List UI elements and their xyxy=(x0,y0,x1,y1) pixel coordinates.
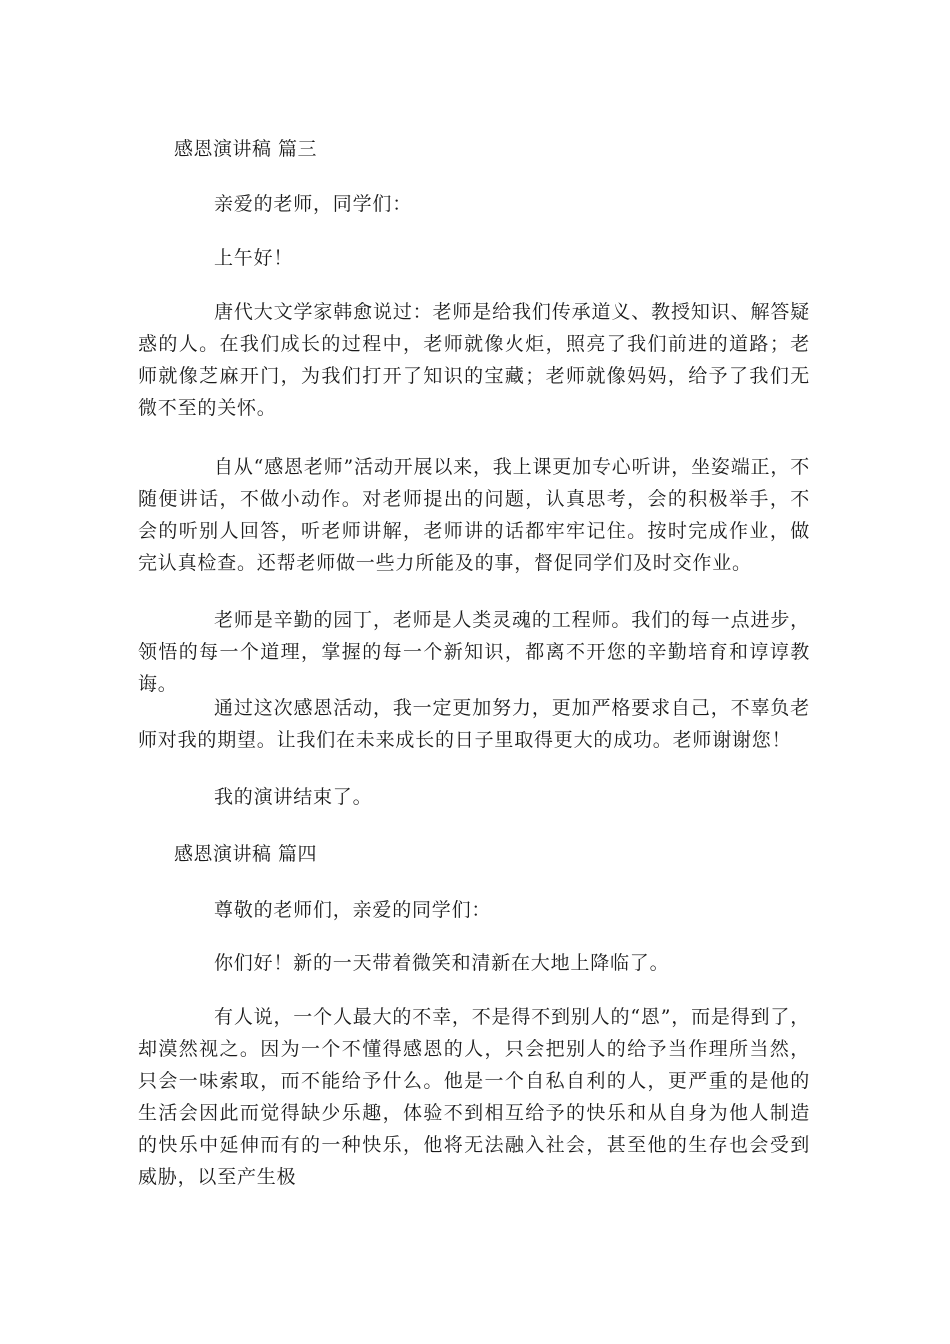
body-paragraph: 老师是辛勤的园丁，老师是人类灵魂的工程师。我们的每一点进步，领悟的每一个道理，掌握的每一个新知识，都离不开您的辛勤培育和谆谆教诲。 xyxy=(138,609,810,695)
body-paragraph: 有人说，一个人最大的不幸，不是得不到别人的“恩”，而是得到了，却漠然视之。因为一个不懂得感恩的人，只会把别人的给予当作理所当然，只会一味索取，而不能给予什么。他是一个自私自利的人，更严重的是他的生活会因此而觉得缺少乐趣，体验不到相互给予的快乐和从自身为他人制造的快乐中延伸而有的一种快乐，他将无法融入社会，甚至他的生存也会受到威胁，以至产生极 xyxy=(138,1006,810,1188)
body-paragraph: 唐代大文学家韩愈说过：老师是给我们传承道义、教授知识、解答疑惑的人。在我们成长的过程中，老师就像火炬，照亮了我们前进的道路；老师就像芝麻开门，为我们打开了知识的宝藏；老师就像妈妈，给予了我们无微不至的关怀。 xyxy=(138,301,810,419)
greeting-paragraph: 上午好！ xyxy=(214,247,294,269)
greeting-paragraph: 你们好！新的一天带着微笑和清新在大地上降临了。 xyxy=(214,952,670,974)
closing-paragraph: 我的演讲结束了。 xyxy=(214,786,373,808)
body-paragraph: 通过这次感恩活动，我一定更加努力，更加严格要求自己，不辜负老师对我的期望。让我们在未来成长的日子里取得更大的成功。老师谢谢您！ xyxy=(138,697,810,751)
section-heading-4: 感恩演讲稿 篇四 xyxy=(174,843,318,865)
salutation-paragraph: 尊敬的老师们，亲爱的同学们： xyxy=(214,899,492,921)
section-heading-3: 感恩演讲稿 篇三 xyxy=(174,138,318,160)
salutation-paragraph: 亲爱的老师，同学们： xyxy=(214,193,413,215)
body-paragraph: 自从“感恩老师”活动开展以来，我上课更加专心听讲，坐姿端正，不随便讲话，不做小动作。对老师提出的问题，认真思考，会的积极举手，不会的听别人回答，听老师讲解，老师讲的话都牢牢记住。按时完成作业，做完认真检查。还帮老师做一些力所能及的事，督促同学们及时交作业。 xyxy=(138,456,810,574)
